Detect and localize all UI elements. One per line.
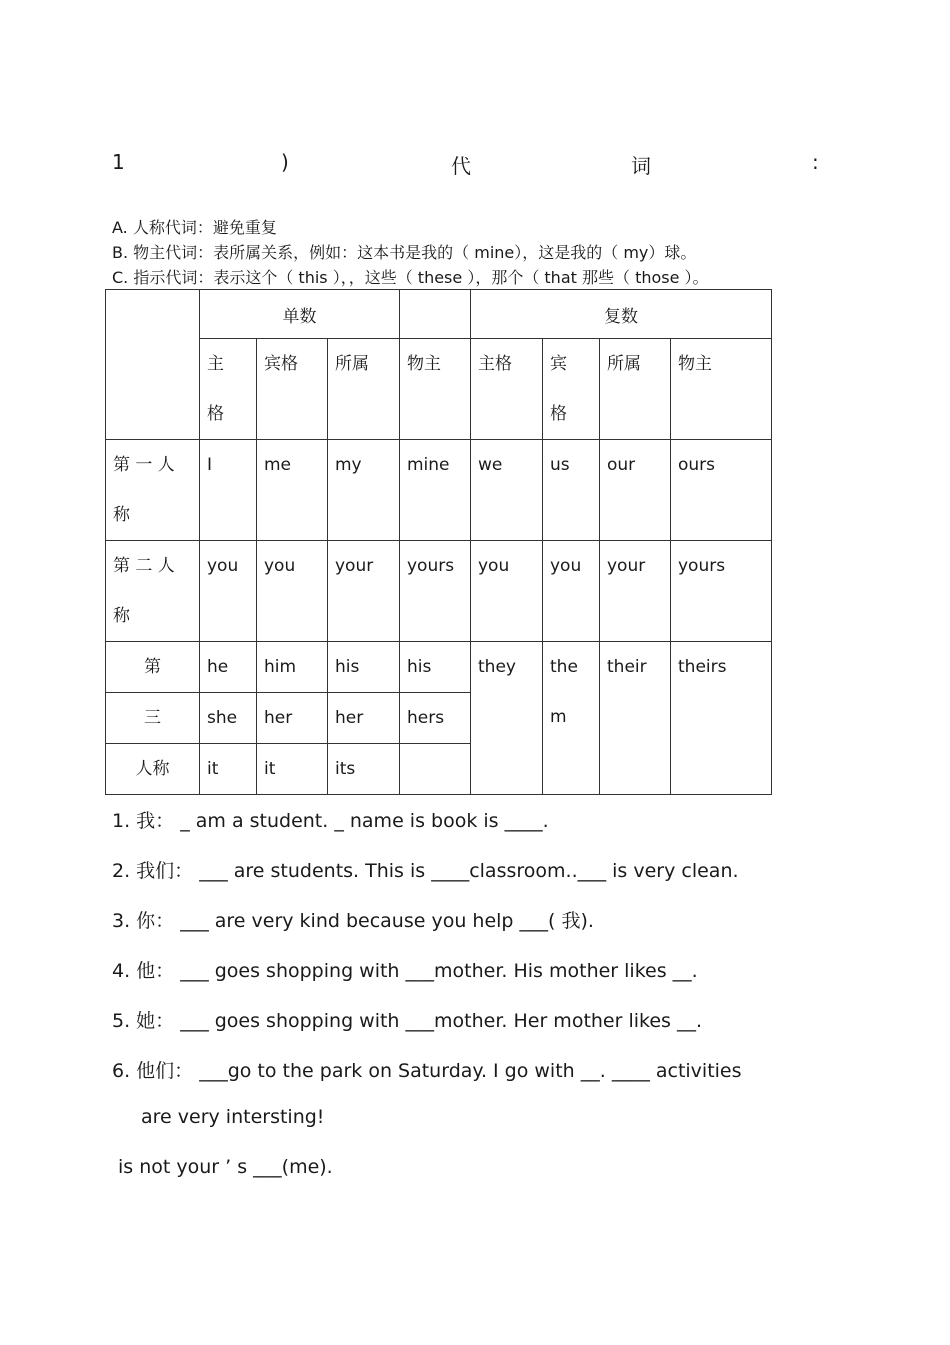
row-label: 第: [106, 642, 200, 693]
sub-plural-nominative: 主格: [471, 339, 543, 440]
sub-accusative: 宾格: [257, 339, 328, 440]
row-label: 人称: [106, 744, 200, 795]
exercise-7-fragment: is not your ’ s ___(me).: [118, 1156, 333, 1178]
sub-plural-accusative: 宾 格: [543, 339, 600, 440]
corner-cell: [106, 290, 200, 440]
exercise-6-continued: are very intersting!: [141, 1106, 325, 1128]
row-label: 第 一 人 称: [106, 440, 200, 541]
table-row-first-person: 第 一 人 称 I me my mine we us our ours: [106, 440, 772, 541]
table-row-third-it: 人称 it it its: [106, 744, 772, 795]
table-row-third-she: 三 she her her hers: [106, 693, 772, 744]
sub-plural-possessive: 所属: [600, 339, 671, 440]
table-row-third-he: 第 he him his his they the m their theirs: [106, 642, 772, 693]
exercise-3: 3. 你： ___ are very kind because you help ___( 我).: [112, 910, 594, 932]
exercise-4: 4. 他： ___ goes shopping with ___mother. His mother likes __.: [112, 960, 698, 982]
sub-owner: 物主: [400, 339, 471, 440]
title-number: 1: [112, 150, 125, 174]
plural-header: 复数: [471, 290, 772, 339]
exercise-6: 6. 他们： ___go to the park on Saturday. I go with __. ____ activities: [112, 1060, 742, 1082]
exercise-1: 1. 我： _ am a student. _ name is book is ____.: [112, 810, 549, 832]
row-label: 第 二 人 称: [106, 541, 200, 642]
title-char-2: 词: [631, 154, 651, 178]
intro-c: C. 指示代词：表示这个（ this ），，这些（ these ），那个（ that 那些（ those ）。: [112, 268, 709, 287]
intro-b: B. 物主代词：表所属关系，例如：这本书是我的（ mine），这是我的（ my）球。: [112, 243, 697, 262]
sub-possessive: 所属: [328, 339, 400, 440]
table-row-second-person: 第 二 人 称 you you your yours you you your yours: [106, 541, 772, 642]
exercise-2: 2. 我们： ___ are students. This is ____classroom..___ is very clean.: [112, 860, 739, 882]
sub-plural-owner: 物主: [671, 339, 772, 440]
title-colon: :: [812, 150, 819, 174]
intro-a: A. 人称代词：避免重复: [112, 218, 277, 237]
title-char-1: 代: [451, 154, 471, 178]
title-paren: ): [281, 150, 289, 174]
exercise-5: 5. 她： ___ goes shopping with ___mother. Her mother likes __.: [112, 1010, 703, 1032]
pronoun-table: [105, 289, 772, 795]
sub-nominative: 主 格: [200, 339, 257, 440]
row-label: 三: [106, 693, 200, 744]
singular-header: 单数: [200, 290, 400, 339]
